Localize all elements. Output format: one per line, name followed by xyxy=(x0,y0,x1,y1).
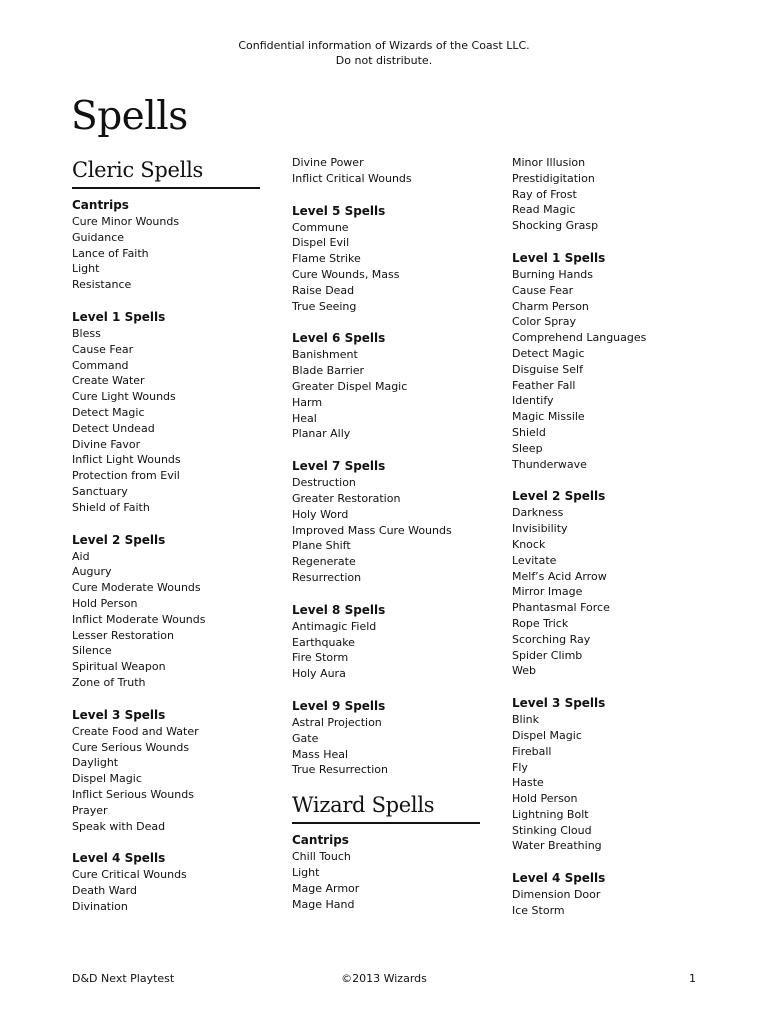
class-heading: Wizard Spells xyxy=(292,790,480,824)
spell-name: True Seeing xyxy=(292,299,357,313)
spell-name: Darkness xyxy=(512,506,564,520)
spell-name: Shield of Faith xyxy=(72,500,150,514)
spell-name: Holy Aura xyxy=(292,667,346,681)
spell-level-section xyxy=(72,309,260,516)
spell-level-section xyxy=(292,330,480,442)
page-title: Spells xyxy=(71,94,188,139)
spell-name: Read Magic xyxy=(512,203,576,217)
level-heading: Level 9 Spells xyxy=(292,698,386,713)
spell-name: Cause Fear xyxy=(512,283,574,297)
spell-list xyxy=(512,887,700,919)
footer-document-name: D&D Next Playtest xyxy=(72,972,175,985)
spell-name: Inflict Light Wounds xyxy=(72,453,181,467)
spell-list xyxy=(72,867,260,914)
spell-name: Stinking Cloud xyxy=(512,823,592,837)
level-heading: Level 3 Spells xyxy=(72,707,166,722)
spell-name: Speak with Dead xyxy=(72,819,166,833)
spell-name: Guidance xyxy=(72,230,125,244)
spell-name: Greater Dispel Magic xyxy=(292,379,408,393)
spell-level-section xyxy=(292,458,480,586)
spell-name: Cure Light Wounds xyxy=(72,390,176,404)
distribution-notice: Do not distribute. xyxy=(335,54,433,67)
spell-level-section xyxy=(72,850,260,914)
spell-name: Rope Trick xyxy=(512,616,569,630)
spell-name: Astral Projection xyxy=(292,715,382,729)
level-heading: Level 1 Spells xyxy=(72,309,166,324)
spell-name: Phantasmal Force xyxy=(512,601,610,615)
level-heading: Level 8 Spells xyxy=(292,602,386,617)
spell-list xyxy=(72,326,260,516)
spell-name: Death Ward xyxy=(72,884,137,898)
spell-name: Planar Ally xyxy=(292,427,351,441)
spell-list xyxy=(512,155,700,234)
spell-name: Cause Fear xyxy=(72,342,134,356)
spell-name: Dispel Magic xyxy=(72,772,142,786)
spell-name: Divine Power xyxy=(292,156,364,169)
spell-name: Command xyxy=(72,358,129,372)
spell-name: Divination xyxy=(72,899,128,913)
spell-name: Earthquake xyxy=(292,635,355,649)
spell-name: Blink xyxy=(512,713,540,727)
spell-name: Ray of Frost xyxy=(512,187,577,201)
spell-name: Magic Missile xyxy=(512,410,585,424)
spell-name: Aid xyxy=(72,549,90,563)
spell-name: Destruction xyxy=(292,476,356,490)
spell-name: Cure Critical Wounds xyxy=(72,868,187,882)
spell-name: Detect Magic xyxy=(512,346,585,360)
spell-list xyxy=(512,267,700,472)
spell-name: Ice Storm xyxy=(512,904,565,918)
spell-name: Mirror Image xyxy=(512,585,583,599)
level-heading: Level 6 Spells xyxy=(292,331,386,346)
spell-name: Bless xyxy=(72,326,101,340)
spell-name: Daylight xyxy=(72,756,119,770)
spell-level-section xyxy=(292,203,480,315)
spell-name: Mage Armor xyxy=(292,881,360,895)
spell-level-section xyxy=(512,488,700,679)
spell-name: Dimension Door xyxy=(512,888,601,902)
spell-name: Identify xyxy=(512,394,554,408)
spell-name: Feather Fall xyxy=(512,378,576,392)
spell-list xyxy=(72,724,260,835)
spell-name: Mass Heal xyxy=(292,747,349,761)
spell-list xyxy=(292,475,480,586)
level-heading: Level 4 Spells xyxy=(72,851,166,866)
spell-name: Water Breathing xyxy=(512,839,602,853)
spell-name: Inflict Moderate Wounds xyxy=(72,612,206,626)
spell-list xyxy=(72,214,260,293)
spell-column-1 xyxy=(72,155,260,915)
spell-list xyxy=(512,505,700,679)
spell-name: Prestidigitation xyxy=(512,171,595,185)
spell-name: Burning Hands xyxy=(512,267,594,281)
spell-level-section xyxy=(72,707,260,835)
spell-name: Inflict Serious Wounds xyxy=(72,787,194,801)
spell-name: Holy Word xyxy=(292,507,349,521)
spell-column-2 xyxy=(292,155,480,912)
spell-name: Spiritual Weapon xyxy=(72,660,166,674)
footer-copyright: ©2013 Wizards xyxy=(341,972,427,985)
spell-level-section xyxy=(512,695,700,854)
spell-name: Gate xyxy=(292,731,319,745)
footer-page-number: 1 xyxy=(689,972,696,985)
level-heading: Level 2 Spells xyxy=(512,489,606,504)
spell-name: Create Food and Water xyxy=(72,724,199,738)
spell-name: Fire Storm xyxy=(292,651,349,665)
spell-list-continuation xyxy=(292,155,480,187)
spell-name: Shocking Grasp xyxy=(512,219,599,233)
spell-list xyxy=(512,712,700,854)
spell-name: Spider Climb xyxy=(512,648,583,662)
spell-name: Scorching Ray xyxy=(512,632,591,646)
spell-level-section xyxy=(512,250,700,472)
spell-list xyxy=(292,619,480,682)
spell-name: Silence xyxy=(72,644,112,658)
spell-name: Zone of Truth xyxy=(72,675,146,689)
spell-name: Resurrection xyxy=(292,570,362,584)
spell-name: Color Spray xyxy=(512,315,576,329)
spell-level-section xyxy=(292,832,480,912)
spell-name: Protection from Evil xyxy=(72,469,180,483)
spell-list-continuation xyxy=(512,155,700,234)
spell-name: Comprehend Languages xyxy=(512,331,647,345)
spell-name: Cure Moderate Wounds xyxy=(72,581,201,595)
level-heading: Level 4 Spells xyxy=(512,871,606,886)
spell-list xyxy=(292,849,480,912)
level-heading: Level 1 Spells xyxy=(512,250,606,265)
spell-name: Plane Shift xyxy=(292,539,351,553)
spell-name: Heal xyxy=(292,411,317,425)
spell-name: Dispel Evil xyxy=(292,236,350,250)
spell-name: Antimagic Field xyxy=(292,619,377,633)
spell-level-section xyxy=(292,602,480,682)
spell-name: Improved Mass Cure Wounds xyxy=(292,523,452,537)
level-heading: Level 2 Spells xyxy=(72,532,166,547)
spell-name: Cure Wounds, Mass xyxy=(292,267,400,281)
spell-name: Sanctuary xyxy=(72,484,128,498)
spell-name: Flame Strike xyxy=(292,252,361,266)
spell-name: Blade Barrier xyxy=(292,364,365,378)
level-heading: Level 7 Spells xyxy=(292,459,386,474)
spell-name: Detect Undead xyxy=(72,421,155,435)
spell-name: Lesser Restoration xyxy=(72,628,174,642)
spell-name: Minor Illusion xyxy=(512,156,586,169)
spell-list xyxy=(292,715,480,778)
spell-list xyxy=(292,347,480,442)
spell-name: True Resurrection xyxy=(292,763,388,777)
spell-name: Divine Favor xyxy=(72,437,141,451)
spell-name: Dispel Magic xyxy=(512,728,582,742)
spell-column-3 xyxy=(512,155,700,919)
spell-name: Harm xyxy=(292,395,323,409)
spell-name: Lightning Bolt xyxy=(512,807,589,821)
spell-list xyxy=(72,549,260,691)
spell-name: Fly xyxy=(512,760,528,774)
spell-name: Resistance xyxy=(72,278,132,292)
spell-name: Inflict Critical Wounds xyxy=(292,171,412,185)
spell-name: Detect Magic xyxy=(72,405,145,419)
spell-level-section xyxy=(292,698,480,778)
spell-name: Melf’s Acid Arrow xyxy=(512,569,607,583)
spell-list xyxy=(292,155,480,187)
spell-name: Levitate xyxy=(512,553,557,567)
confidential-header xyxy=(0,38,768,68)
spell-name: Create Water xyxy=(72,374,145,388)
spell-name: Regenerate xyxy=(292,555,356,569)
class-heading: Cleric Spells xyxy=(72,155,260,189)
spell-name: Prayer xyxy=(72,803,108,817)
spell-name: Web xyxy=(512,664,536,678)
spell-name: Hold Person xyxy=(72,596,138,610)
spell-name: Hold Person xyxy=(512,792,578,806)
spell-name: Cure Minor Wounds xyxy=(72,215,180,228)
spell-name: Light xyxy=(292,865,320,879)
spell-name: Commune xyxy=(292,220,349,234)
level-heading: Level 5 Spells xyxy=(292,203,386,218)
spell-name: Greater Restoration xyxy=(292,491,401,505)
spell-name: Disguise Self xyxy=(512,362,583,376)
spell-name: Sleep xyxy=(512,441,543,455)
spell-level-section xyxy=(72,197,260,293)
spell-name: Chill Touch xyxy=(292,850,351,864)
spell-level-section xyxy=(72,532,260,691)
spell-name: Shield xyxy=(512,425,546,439)
spell-name: Fireball xyxy=(512,744,552,758)
spell-name: Raise Dead xyxy=(292,283,355,297)
spell-name: Light xyxy=(72,262,100,276)
spell-name: Haste xyxy=(512,776,544,790)
confidential-notice: Confidential information of Wizards of the Coast LLC. xyxy=(238,39,530,52)
level-heading: Cantrips xyxy=(72,198,129,212)
spell-list xyxy=(292,220,480,315)
spell-name: Charm Person xyxy=(512,299,589,313)
spell-level-section xyxy=(512,870,700,919)
spell-name: Thunderwave xyxy=(512,457,587,471)
spell-name: Mage Hand xyxy=(292,897,355,911)
level-heading: Cantrips xyxy=(292,833,349,848)
spell-name: Cure Serious Wounds xyxy=(72,740,190,754)
spell-name: Banishment xyxy=(292,348,358,362)
spell-name: Augury xyxy=(72,565,112,579)
spell-name: Knock xyxy=(512,537,546,551)
level-heading: Level 3 Spells xyxy=(512,696,606,711)
spell-name: Lance of Faith xyxy=(72,246,149,260)
spell-name: Invisibility xyxy=(512,522,568,536)
